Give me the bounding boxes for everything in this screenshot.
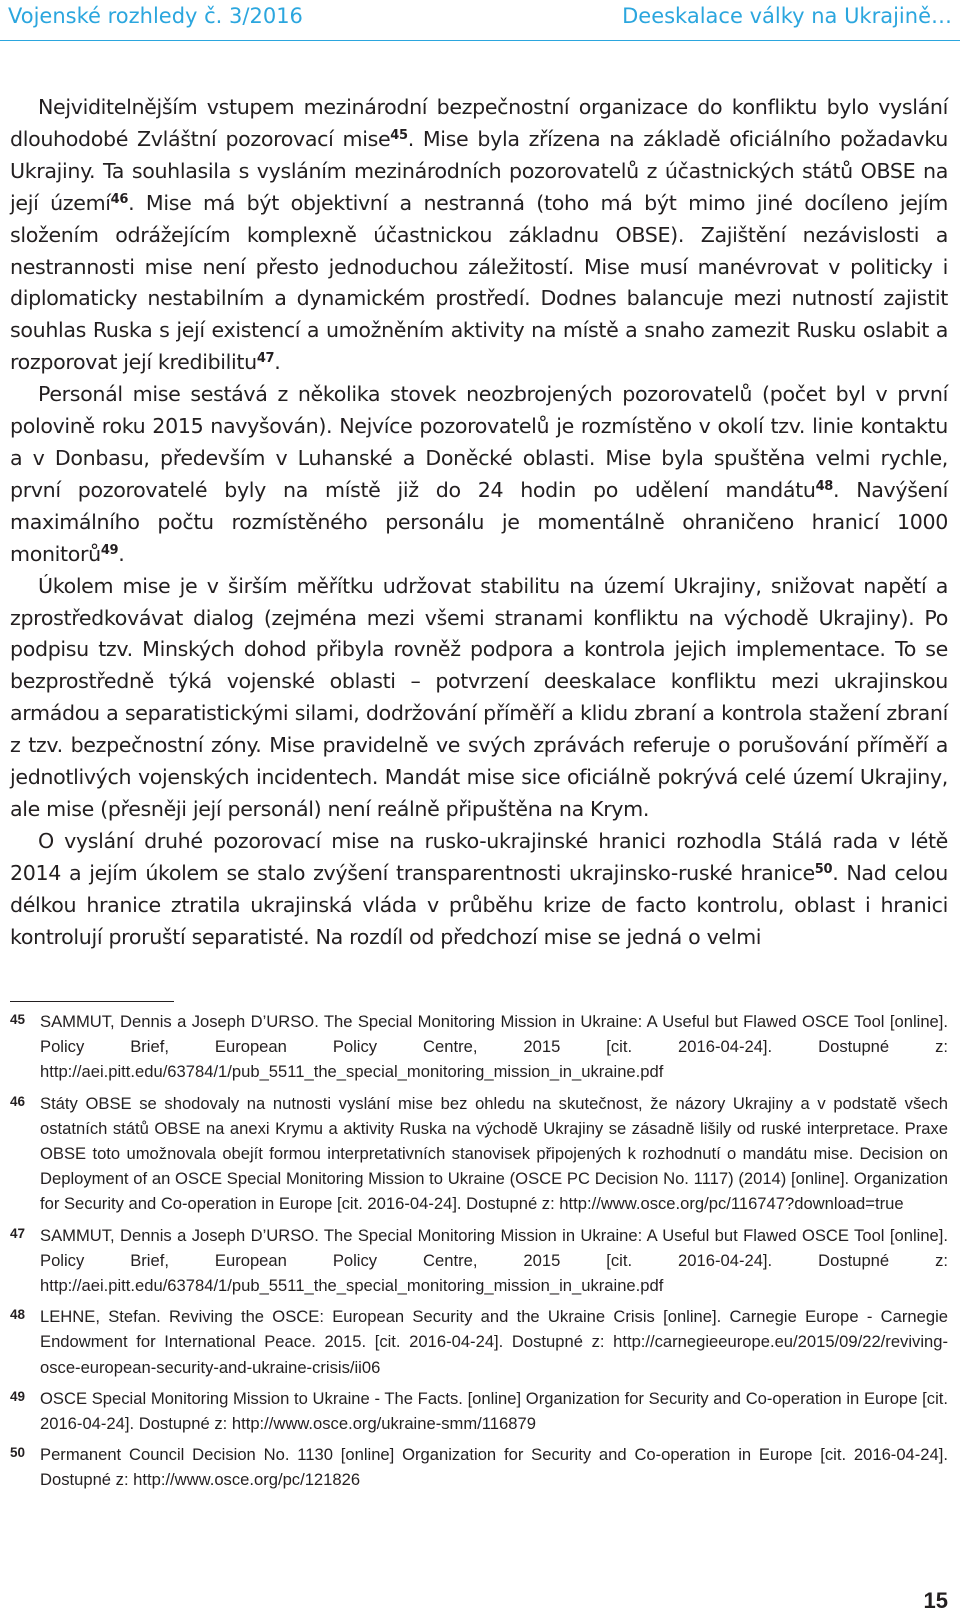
text-run: .: [118, 541, 125, 566]
footnote-text: SAMMUT, Dennis a Joseph D’URSO. The Special Monitoring Mission in Ukraine: A Useful but Flawed OSCE Tool [online]. Policy Brief, European Policy Centre, 2015 [cit. 2016-04-24]. Dostupné z: http://aei.pitt.edu/63784/1/pub_5511_the_special_monitoring_mission_in_ukraine.pdf: [40, 1012, 948, 1082]
text-run: Personál mise sestává z několika stovek neozbrojených pozorovatelů (počet byl v první polovině roku 2015 navyšován). Nejvíce pozorovatelů je rozmístěno v okolí tzv. linie kontaktu a v Donbasu, především v Luhanské a Doněcké oblasti. Mise byla spuštěna velmi rychle, první pozorovatelé byly na místě již do 24 hodin po udělení mandátu: [10, 382, 948, 502]
paragraph-1: [10, 92, 948, 379]
footnote-number: 47: [10, 1225, 26, 1241]
text-run: . Nad celou délkou hranice ztratila ukrajinská vláda v průběhu krize de facto kontrolu, oblast i hranici kontrolují proruští separatisté. Na rozdíl od předchozí mise se jedná o velmi: [10, 860, 948, 949]
paragraph-4: [10, 826, 948, 954]
footnote-text: SAMMUT, Dennis a Joseph D’URSO. The Special Monitoring Mission in Ukraine: A Useful but Flawed OSCE Tool [online]. Policy Brief, European Policy Centre, 2015 [cit. 2016-04-24]. Dostupné z: http://aei.pitt.edu/63784/1/pub_5511_the_special_monitoring_mission_in_ukraine.pdf: [40, 1225, 948, 1296]
footnote-48: [10, 1304, 948, 1380]
footnote-ref-48[interactable]: 48: [815, 478, 834, 494]
footnote-number: 49: [10, 1388, 26, 1404]
text-run: . Mise byla zřízena na základě oficiálního požadavku Ukrajiny. Ta souhlasila s vysláním mezinárodních pozorovatelů z účastnických států OBSE na její území: [10, 126, 948, 215]
footnote-number: 45: [10, 1012, 26, 1027]
footnote-ref-45[interactable]: 45: [390, 127, 408, 143]
footnote-number: 46: [10, 1093, 26, 1109]
text-run: O vyslání druhé pozorovací mise na rusko-ukrajinské hranici rozhodla Stálá rada v létě 2014 a jejím úkolem se stalo zvýšení transparentnosti ukrajinsko-ruské hranice: [10, 828, 948, 885]
footnotes: [10, 1009, 948, 1499]
article-title: Deeskalace války na Ukrajině…: [622, 4, 952, 28]
footnote-text: Permanent Council Decision No. 1130 [online] Organization for Security and Co-operation in Europe [cit. 2016-04-24]. Dostupné z: http://www.osce.org/pc/121826: [40, 1445, 948, 1490]
footnote-49: [10, 1386, 948, 1436]
paragraph-2: [10, 379, 948, 570]
footnote-separator: [10, 1001, 174, 1002]
footnote-ref-50[interactable]: 50: [814, 861, 833, 877]
footnote-text: OSCE Special Monitoring Mission to Ukraine - The Facts. [online] Organization for Security and Co-operation in Europe [cit. 2016-04-24]. Dostupné z: http://www.osce.org/ukraine-smm/116879: [40, 1388, 948, 1434]
paragraph-3: [10, 571, 948, 826]
footnote-text: Státy OBSE se shodovaly na nutnosti vyslání mise bez ohledu na skutečnost, že názory Ukrajiny a v podstatě všech ostatních států OBSE na anexi Krymu a aktivity Ruska na východě Ukrajiny se zásadně lišily od ruské interpretace. Praxe OBSE toto umožnovala obejít formou interpretativních stanovisek připojených k rozhodnutí o mandátu mise. Decision on Deployment of an OSCE Special Monitoring Mission to Ukraine (OSCE PC Decision No. 1117) (2014) [online]. Organization for Security and Co-operation in Europe [cit. 2016-04-24]. Dostupné z: http://www.osce.org/pc/116747?download=true: [40, 1093, 948, 1214]
footnote-45: [10, 1009, 948, 1085]
footnote-ref-46[interactable]: 46: [110, 191, 129, 207]
article-body: [10, 92, 948, 953]
text-run: . Mise má být objektivní a nestranná (toho má být mimo jiné docíleno jejím složením odrážejícím komplexně účastnickou základnu OBSE). Zajištění nezávislosti a nestrannosti mise není přesto jednoduchou záležitostí. Mise musí manévrovat v politicky i diplomaticky nestabilním a dynamickém prostředí. Dodnes balancuje mezi nutností zajistit souhlas Ruska s její existencí a umožněním aktivity na místě a snaho zamezit Rusku oslabit a rozporovat její kredibilitu: [10, 190, 948, 375]
footnote-46: [10, 1091, 948, 1217]
text-run: .: [274, 350, 281, 375]
header-rule: [0, 40, 960, 41]
text-run: Úkolem mise je v širším měřítku udržovat stabilitu na území Ukrajiny, snižovat napětí a zprostředkovávat dialog (zejména mezi všemi stranami konfliktu na východě Ukrajiny). Po podpisu tzv. Minských dohod přibyla rovněž podpora a kontrola jejich implementace. To se bezprostředně týká vojenské oblasti – potvrzení deeskalace konfliktu mezi ukrajinskou armádou a separatistickými silami, dodržování příměří a klidu zbraní a kontrola stažení zbraní z tzv. bezpečnostní zóny. Mise pravidelně ve svých zprávách referuje o porušování příměří a jednotlivých vojenských incidentech. Mandát mise sice oficiálně pokrývá celé území Ukrajiny, ale mise (přesněji její personál) není reálně připuštěna na Krym.: [10, 573, 948, 821]
footnote-text: LEHNE, Stefan. Reviving the OSCE: European Security and the Ukraine Crisis [online]. Carnegie Europe - Carnegie Endowment for International Peace. 2015. [cit. 2016-04-24]. Dostupné z: http://carnegieeurope.eu/2015/09/22/reviving-osce-european-security-and-ukraine-crisis/ii06: [40, 1307, 948, 1377]
text-run: . Navýšení maximálního počtu rozmístěného personálu je momentálně ohraničeno hranicí 1000 monitorů: [10, 477, 948, 566]
footnote-50: [10, 1442, 948, 1492]
footnote-ref-49[interactable]: 49: [100, 542, 119, 558]
footnote-number: 48: [10, 1307, 26, 1323]
running-header: [0, 0, 960, 44]
text-run: Nejviditelnějším vstupem mezinárodní bezpečnostní organizace do konfliktu bylo vyslání dlouhodobé Zvláštní pozorovací mise: [10, 95, 948, 151]
journal-title: Vojenské rozhledy č. 3/2016: [8, 4, 303, 28]
footnote-47: [10, 1223, 948, 1299]
page-number: 15: [923, 1588, 948, 1613]
footnote-number: 50: [10, 1445, 26, 1461]
footnote-ref-47[interactable]: 47: [256, 351, 275, 367]
